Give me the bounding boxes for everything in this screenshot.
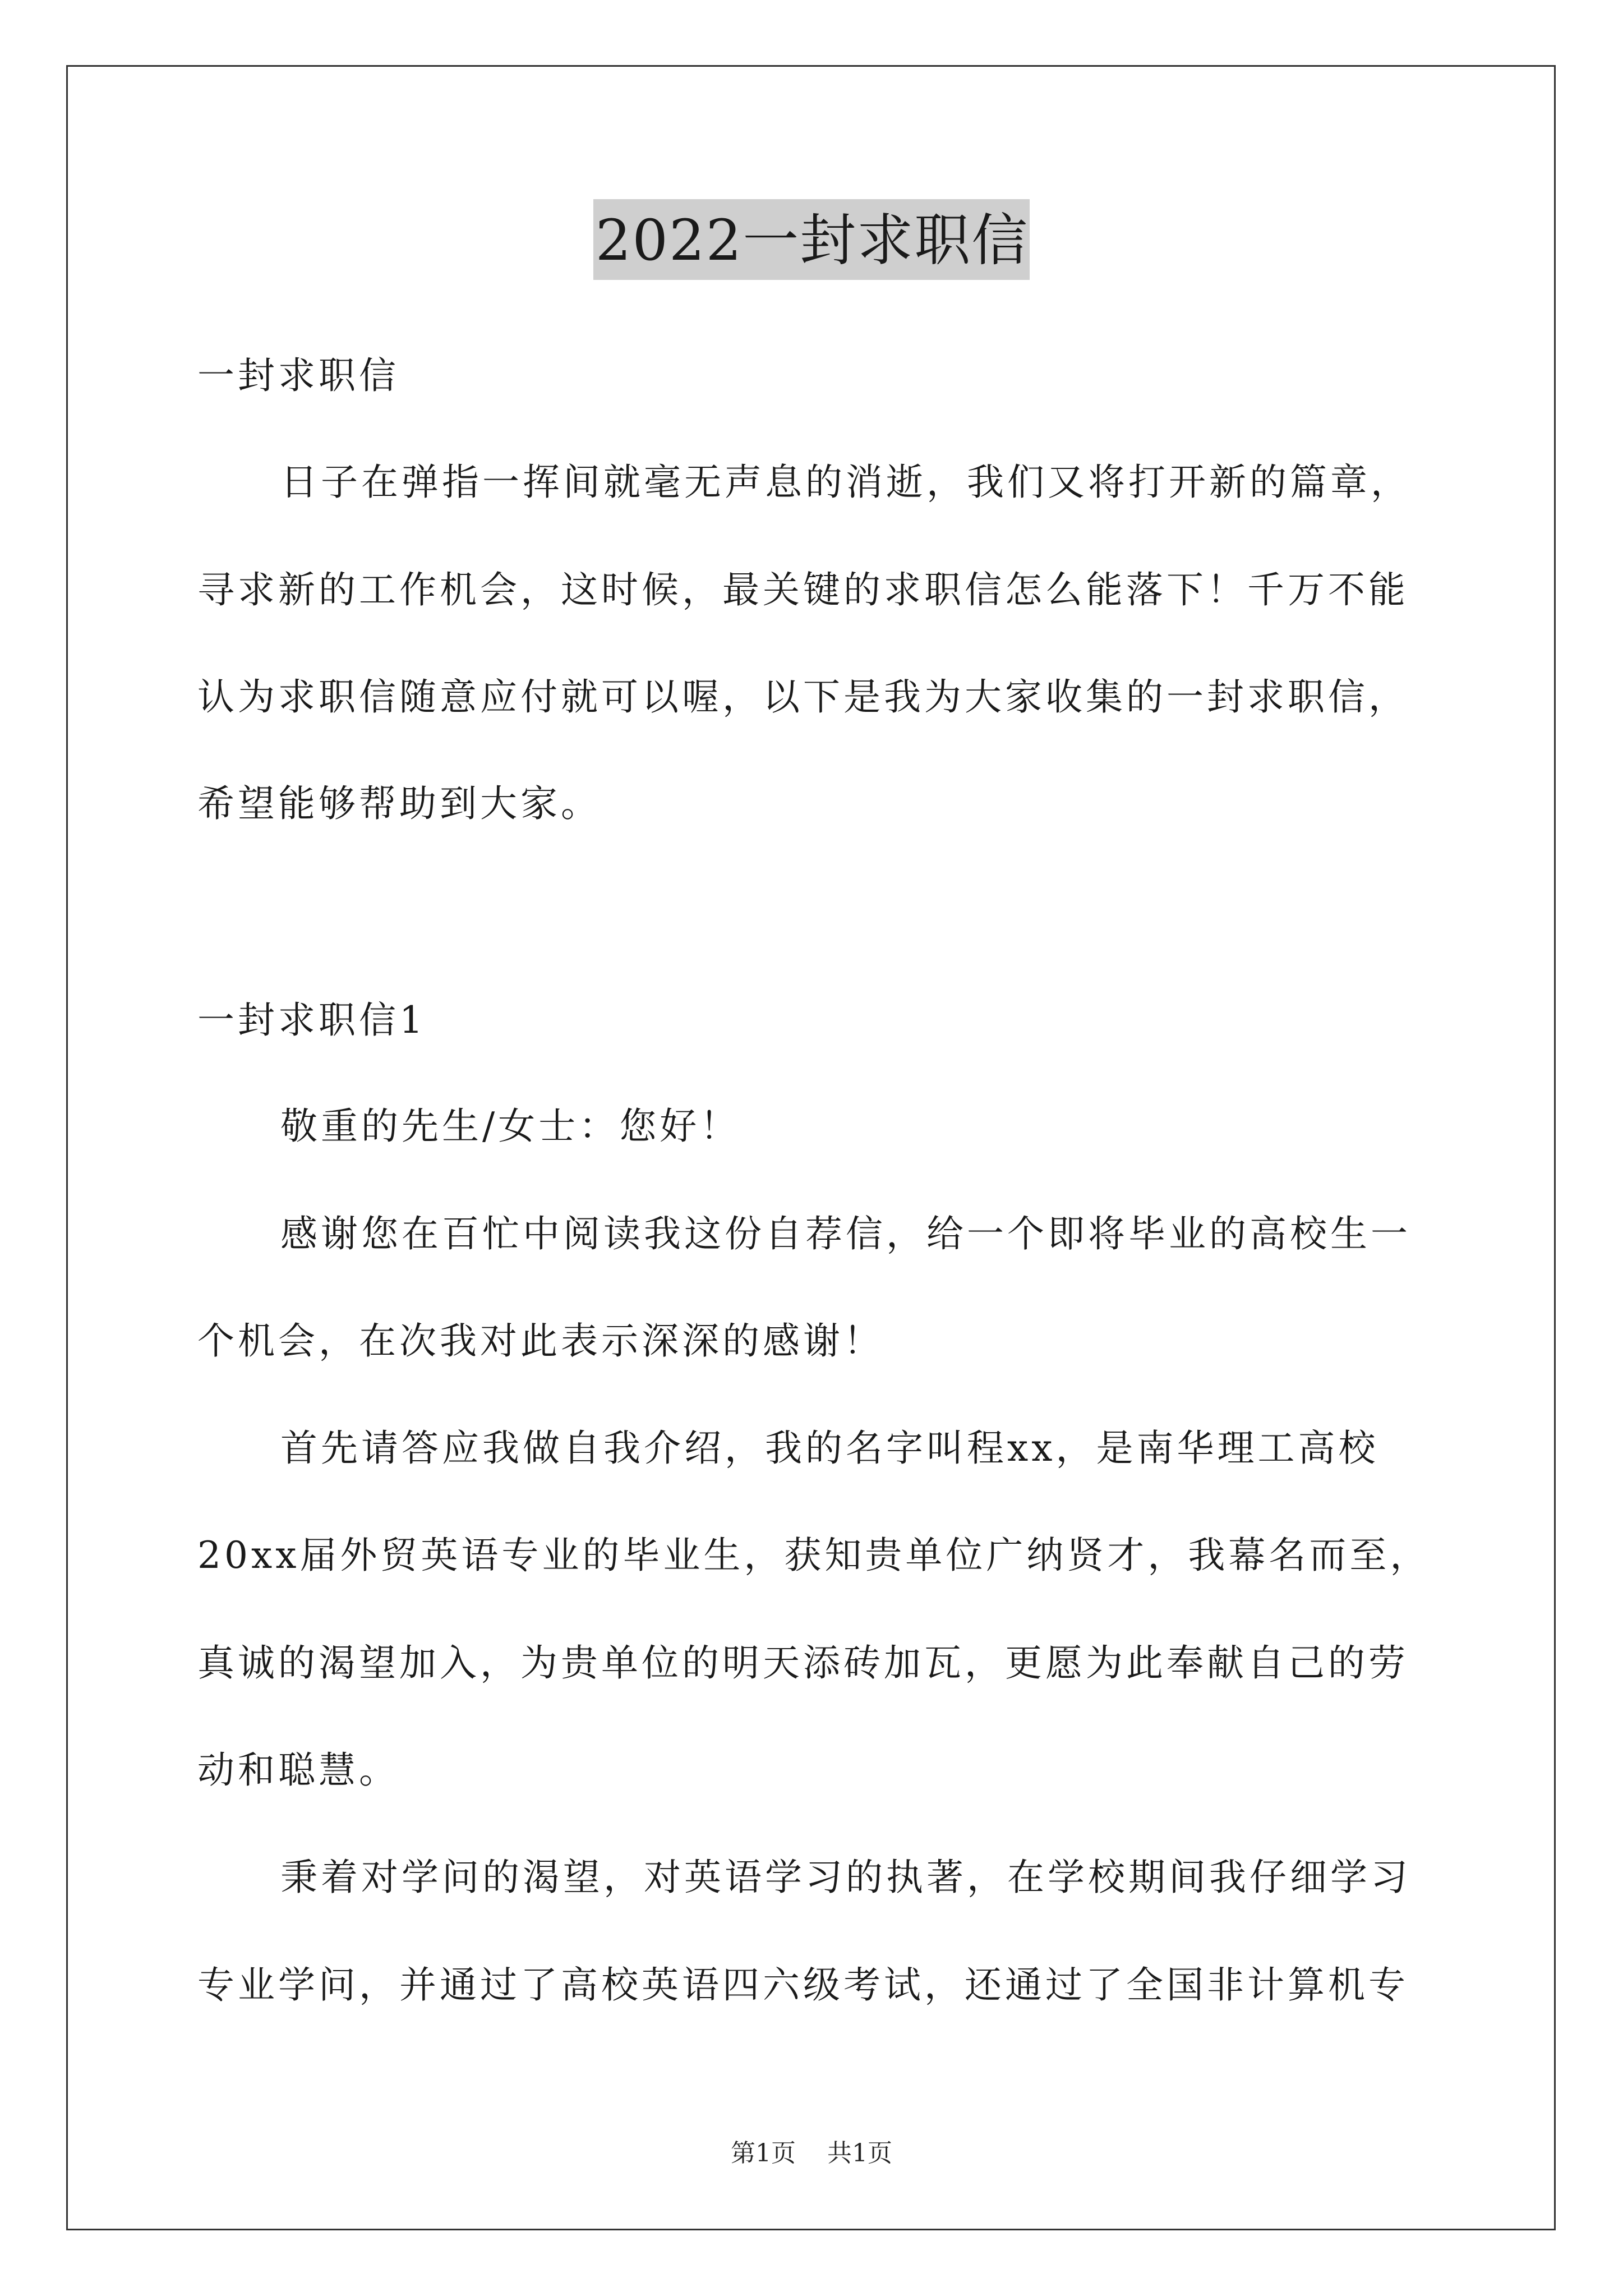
paragraph-line: 寻求新的工作机会，这时候，最关键的求职信怎么能落下！千万不能 xyxy=(197,568,1409,611)
paragraph-line: 真诚的渴望加入，为贵单位的明天添砖加瓦，更愿为此奉献自己的劳 xyxy=(197,1641,1409,1685)
page-number: 第1页 xyxy=(731,2139,796,2168)
paragraph-line: 动和聪慧。 xyxy=(197,1749,399,1792)
paragraph-line: 日子在弹指一挥间就毫无声息的消逝，我们又将打开新的篇章， xyxy=(280,461,1411,504)
section-heading-letter-1: 一封求职信1 xyxy=(197,999,426,1042)
paragraph-line: 首先请答应我做自我介绍，我的名字叫程xx，是南华理工高校 xyxy=(280,1427,1379,1470)
section-heading-intro: 一封求职信 xyxy=(197,354,399,397)
document-title: 2022一封求职信 xyxy=(593,199,1030,280)
page-total: 共1页 xyxy=(827,2139,892,2168)
title-container xyxy=(0,199,1623,280)
paragraph-line: 希望能够帮助到大家。 xyxy=(197,782,601,825)
paragraph-line: 认为求职信随意应付就可以喔，以下是我为大家收集的一封求职信， xyxy=(197,675,1409,719)
salutation-line: 敬重的先生/女士：您好！ xyxy=(280,1105,741,1148)
paragraph-line: 感谢您在百忙中阅读我这份自荐信，给一个即将毕业的高校生一 xyxy=(280,1212,1411,1255)
paragraph-line: 专业学问，并通过了高校英语四六级考试，还通过了全国非计算机专 xyxy=(197,1963,1409,2007)
paragraph-line: 个机会，在次我对此表示深深的感谢！ xyxy=(197,1319,884,1363)
paragraph-line: 秉着对学问的渴望，对英语学习的执著，在学校期间我仔细学习 xyxy=(280,1856,1411,1899)
paragraph-line: 20xx届外贸英语专业的毕业生，获知贵单位广纳贤才，我幕名而至， xyxy=(197,1534,1431,1577)
page-footer xyxy=(0,2133,1623,2169)
